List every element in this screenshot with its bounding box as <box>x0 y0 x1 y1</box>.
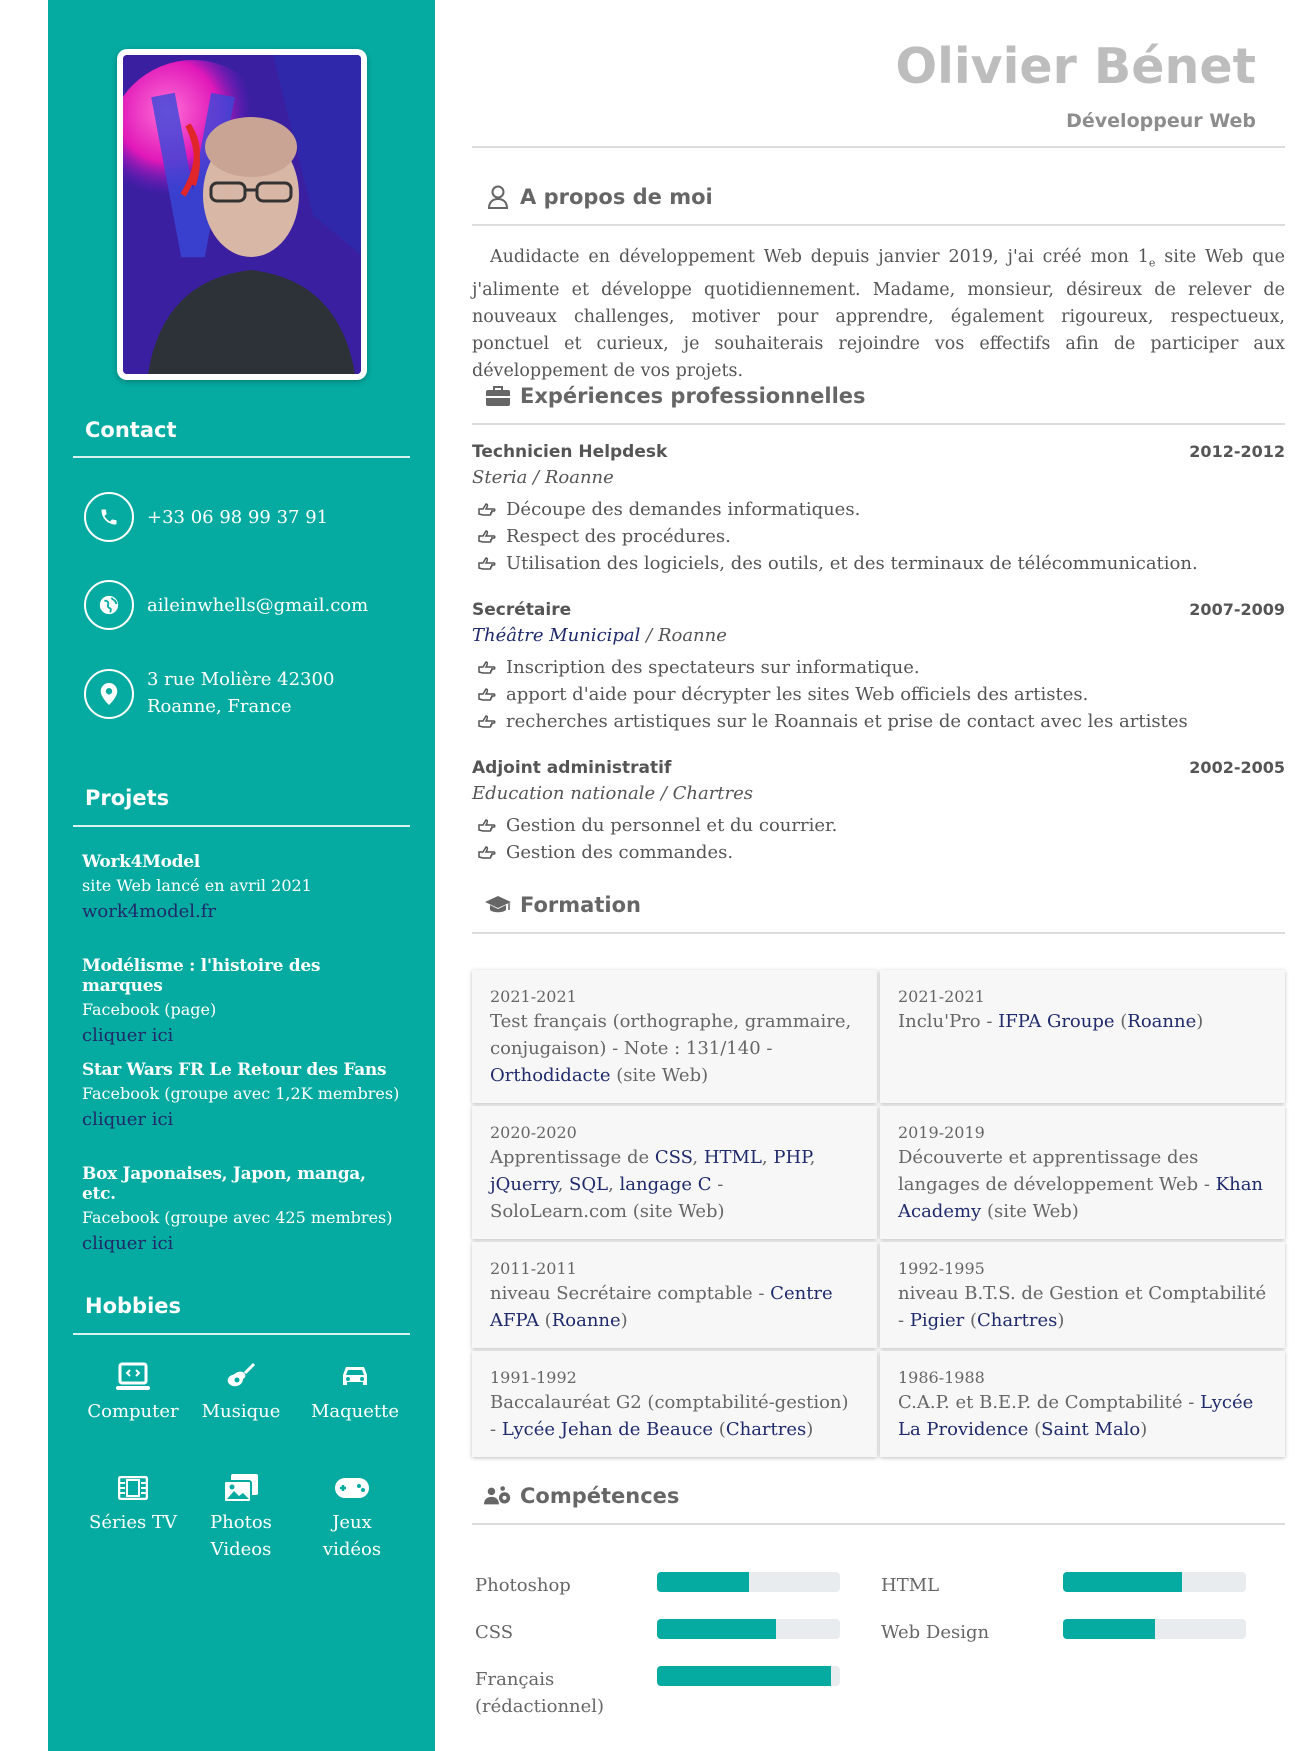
project-title: Modélisme : l'histoire des marques <box>82 956 321 996</box>
job-tasks <box>472 654 1285 735</box>
skills-heading <box>484 1482 679 1510</box>
project-title: Box Japonaises, Japon, manga, etc. <box>82 1164 366 1204</box>
project-link[interactable]: work4model.fr <box>82 901 217 922</box>
profile-photo <box>123 55 361 374</box>
skill-bar-fill <box>1063 1619 1155 1639</box>
photos-icon <box>191 1467 291 1509</box>
formation-year: 2019-2019 <box>898 1123 985 1142</box>
hobby-label: Maquette <box>310 1401 400 1422</box>
hobbies-divider <box>73 1333 410 1335</box>
experience-divider <box>472 423 1285 425</box>
formation-desc: Découverte et apprentissage des langages de développement Web - Khan Academy (site Web) <box>898 1147 1264 1222</box>
contact-address-text: 3 rue Molière 42300 Roanne, France <box>147 669 335 717</box>
formation-link[interactable]: HTML <box>703 1147 762 1168</box>
project-item <box>82 1164 402 1254</box>
formation-link[interactable]: Centre AFPA <box>490 1283 833 1331</box>
list-item: Utilisation des logiciels, des outils, et des terminaux de télécommunication. <box>472 550 1285 577</box>
project-item <box>82 956 402 1046</box>
contact-email[interactable] <box>84 580 397 630</box>
list-item: Inscription des spectateurs sur informatique. <box>472 654 1285 681</box>
experience-heading <box>484 382 866 410</box>
formation-link[interactable]: Roanne <box>551 1310 621 1331</box>
contact-title: Contact <box>85 418 177 442</box>
profile-photo-frame <box>117 49 367 380</box>
formation-year: 1986-1988 <box>898 1368 985 1387</box>
hobby-label: Jeux vidéos <box>322 1512 382 1560</box>
formation-year: 1991-1992 <box>490 1368 577 1387</box>
hand-point-right-icon <box>478 661 498 675</box>
project-desc: Facebook (page) <box>82 1000 217 1019</box>
project-desc: Facebook (groupe avec 1,2K membres) <box>82 1084 400 1103</box>
formation-link[interactable]: Chartres <box>976 1310 1058 1331</box>
formation-card <box>472 970 877 1103</box>
project-link[interactable]: cliquer ici <box>82 1025 174 1046</box>
hobby-label: Computer <box>87 1401 179 1422</box>
hobby-item-games <box>302 1467 402 1563</box>
formation-desc: C.A.P. et B.E.P. de Comptabilité - Lycée La Providence (Saint Malo) <box>898 1392 1254 1440</box>
experience-title: Expériences professionnelles <box>520 384 866 408</box>
project-item <box>82 1060 402 1130</box>
skill-bar <box>1063 1619 1246 1639</box>
skill-bar-fill <box>657 1666 831 1686</box>
formation-link[interactable]: Roanne <box>1127 1011 1197 1032</box>
map-pin-icon <box>84 669 134 719</box>
list-item: Gestion du personnel et du courrier. <box>472 812 1285 839</box>
formation-link[interactable]: PHP <box>773 1147 810 1168</box>
hobbies-title: Hobbies <box>85 1294 182 1318</box>
job-tasks <box>472 812 1285 866</box>
job-title: Secrétaire <box>472 600 572 620</box>
list-item: Découpe des demandes informatiques. <box>472 496 1285 523</box>
list-item: Gestion des commandes. <box>472 839 1285 866</box>
about-divider <box>472 224 1285 226</box>
skill-label: Français (rédactionnel) <box>475 1669 605 1717</box>
contact-divider <box>73 456 410 458</box>
formation-card <box>472 1242 877 1348</box>
formation-link[interactable]: langage C <box>619 1174 712 1195</box>
laptop-code-icon <box>83 1356 183 1398</box>
contact-phone[interactable] <box>84 492 397 542</box>
formation-link[interactable]: IFPA Groupe <box>998 1011 1115 1032</box>
briefcase-icon <box>484 382 512 410</box>
formation-card <box>880 1106 1285 1239</box>
job-dates: 2007-2009 <box>1189 600 1285 619</box>
hand-point-right-icon <box>478 557 498 571</box>
contact-address <box>84 668 397 720</box>
hand-point-right-icon <box>478 819 498 833</box>
formation-link[interactable]: SQL <box>569 1174 609 1195</box>
project-desc: site Web lancé en avril 2021 <box>82 876 312 895</box>
project-link[interactable]: cliquer ici <box>82 1233 174 1254</box>
skill-label: CSS <box>475 1622 514 1643</box>
formation-link[interactable]: jQuerry <box>490 1174 558 1195</box>
film-icon <box>83 1467 183 1509</box>
list-item: Respect des procédures. <box>472 523 1285 550</box>
formation-link[interactable]: Lycée La Providence <box>898 1392 1254 1440</box>
formation-heading <box>484 891 641 919</box>
job-entry <box>472 600 1285 735</box>
about-heading <box>484 183 713 211</box>
hand-point-right-icon <box>478 715 498 729</box>
graduation-cap-icon <box>484 891 512 919</box>
skill-bar-fill <box>657 1572 749 1592</box>
formation-divider <box>472 932 1285 934</box>
skill-bar <box>657 1619 840 1639</box>
job-title: Technicien Helpdesk <box>472 442 668 462</box>
list-item: apport d'aide pour décrypter les sites Web officiels des artistes. <box>472 681 1285 708</box>
formation-year: 1992-1995 <box>898 1259 985 1278</box>
job-tasks <box>472 496 1285 577</box>
project-link[interactable]: cliquer ici <box>82 1109 174 1130</box>
globe-icon <box>84 580 134 630</box>
guitar-icon <box>191 1356 291 1398</box>
profile-photo-image <box>123 55 361 374</box>
contact-email-text: aileinwhells@gmail.com <box>147 594 369 616</box>
project-title: Star Wars FR Le Retour des Fans <box>82 1060 387 1080</box>
job-entry <box>472 442 1285 577</box>
projects-divider <box>73 825 410 827</box>
list-item: recherches artistiques sur le Roannais et prise de contact avec les artistes <box>472 708 1285 735</box>
person-name: Olivier Bénet <box>895 38 1256 95</box>
users-cog-icon <box>484 1482 512 1510</box>
formation-link[interactable]: Saint Malo <box>1041 1419 1141 1440</box>
formation-link[interactable]: Khan Academy <box>898 1174 1264 1222</box>
hobby-item-music <box>191 1356 291 1425</box>
formation-year: 2020-2020 <box>490 1123 577 1142</box>
skill-bar <box>657 1572 840 1592</box>
hobby-label: Photos Videos <box>210 1512 272 1560</box>
sidebar <box>48 0 435 1751</box>
job-dates: 2002-2005 <box>1189 758 1285 777</box>
user-icon <box>484 183 512 211</box>
hand-point-right-icon <box>478 530 498 544</box>
skill-bar <box>1063 1572 1246 1592</box>
job-company: Education nationale / Chartres <box>472 783 754 804</box>
hand-point-right-icon <box>478 846 498 860</box>
formation-card <box>880 1242 1285 1348</box>
contact-phone-text: +33 06 98 99 37 91 <box>147 506 329 528</box>
projects-title: Projets <box>85 786 170 810</box>
project-desc: Facebook (groupe avec 425 membres) <box>82 1208 393 1227</box>
hobby-item-computer <box>83 1356 183 1425</box>
about-text: Audidacte en développement Web depuis janvier 2019, j'ai créé mon $1_e$ site Web que j'alimente et développe quotidiennement. Madame, monsieur, désireux de relever de nouveaux challenges, motiver pour apprendre, également rigoureux, respectueux, ponctuel et curieux, je souhaiterais rejoindre vos effectifs afin de participer aux développement de vos projets. <box>472 247 1285 381</box>
job-company: Théâtre Municipal / Roanne <box>472 625 727 646</box>
formation-year: 2021-2021 <box>898 987 985 1006</box>
formation-desc: Test français (orthographe, grammaire, conjugaison) - Note : 131/140 - Orthodidacte (site Web) <box>490 1011 852 1086</box>
skills-divider <box>472 1523 1285 1525</box>
formation-desc: Apprentissage de CSS, HTML, PHP, jQuerry, SQL, langage C - SoloLearn.com (site Web) <box>490 1147 816 1222</box>
skills-title: Compétences <box>520 1484 680 1508</box>
job-dates: 2012-2012 <box>1189 442 1285 461</box>
person-job-title: Développeur Web <box>1066 110 1256 132</box>
formation-desc: niveau Secrétaire comptable - Centre AFPA (Roanne) <box>490 1283 833 1331</box>
hobby-item-models <box>305 1356 405 1425</box>
skill-label: HTML <box>881 1575 940 1596</box>
skill-bar-fill <box>1063 1572 1182 1592</box>
job-company: Steria / Roanne <box>472 467 614 488</box>
skill-bar-fill <box>657 1619 776 1639</box>
formation-desc: niveau B.T.S. de Gestion et Comptabilité - Pigier (Chartres) <box>898 1283 1267 1331</box>
formation-year: 2011-2011 <box>490 1259 577 1278</box>
car-icon <box>305 1356 405 1398</box>
project-item <box>82 852 402 922</box>
job-title: Adjoint administratif <box>472 758 672 778</box>
formation-grid <box>472 970 1285 1457</box>
hobby-label: Séries TV <box>89 1512 177 1533</box>
gamepad-icon <box>302 1467 402 1509</box>
skill-label: Web Design <box>881 1622 990 1643</box>
formation-card <box>472 1106 877 1239</box>
formation-desc: Baccalauréat G2 (comptabilité-gestion) - Lycée Jehan de Beauce (Chartres) <box>490 1392 849 1440</box>
skill-label: Photoshop <box>475 1575 571 1596</box>
hand-point-right-icon <box>478 688 498 702</box>
formation-title: Formation <box>520 893 641 917</box>
formation-desc: Inclu'Pro - IFPA Groupe (Roanne) <box>898 1011 1204 1032</box>
hobby-label: Musique <box>201 1401 281 1422</box>
formation-link[interactable]: Pigier <box>909 1310 965 1331</box>
formation-link[interactable]: Chartres <box>725 1419 807 1440</box>
about-title: A propos de moi <box>520 185 713 209</box>
formation-link[interactable]: Orthodidacte <box>490 1065 611 1086</box>
formation-card <box>880 970 1285 1103</box>
formation-card <box>880 1351 1285 1457</box>
hand-point-right-icon <box>478 503 498 517</box>
formation-year: 2021-2021 <box>490 987 577 1006</box>
formation-link[interactable]: CSS <box>654 1147 693 1168</box>
project-title: Work4Model <box>82 852 200 872</box>
job-entry <box>472 758 1285 866</box>
formation-link[interactable]: Lycée Jehan de Beauce <box>501 1419 714 1440</box>
formation-card <box>472 1351 877 1457</box>
skill-bar <box>657 1666 840 1686</box>
hobby-item-series <box>83 1467 183 1536</box>
hobby-item-photos <box>191 1467 291 1563</box>
phone-icon <box>84 492 134 542</box>
header-divider <box>472 146 1285 148</box>
